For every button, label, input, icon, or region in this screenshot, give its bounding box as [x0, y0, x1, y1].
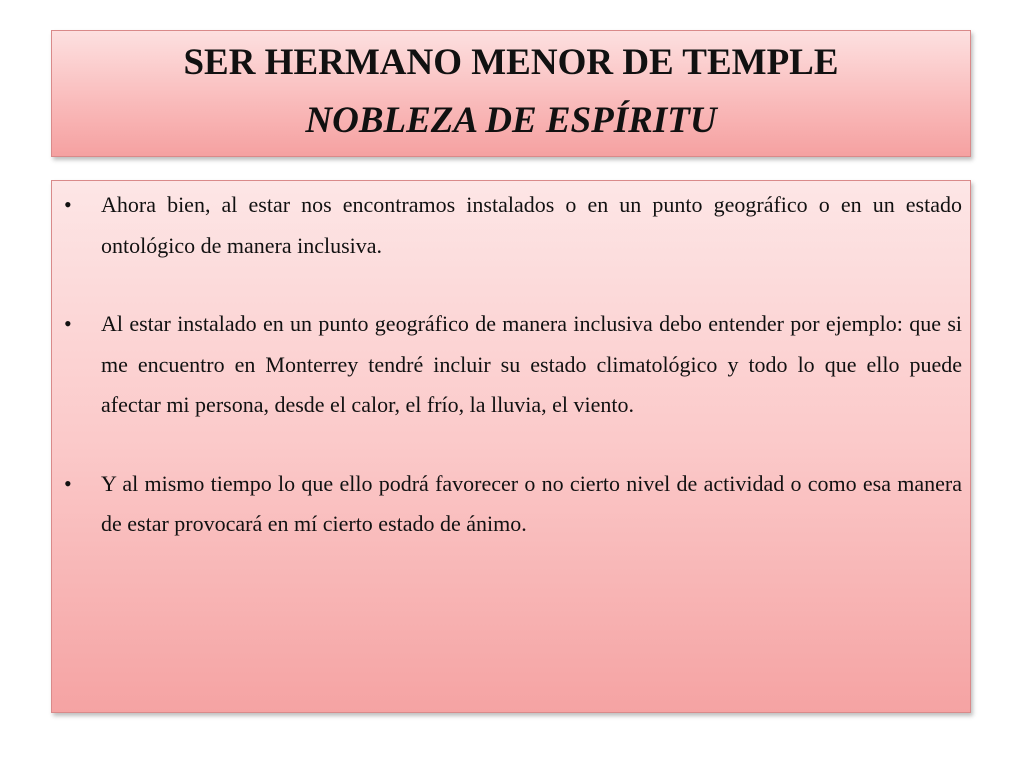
bullet-item: [52, 185, 970, 266]
bullet-dot-icon: •: [64, 311, 72, 336]
bullet-text: Ahora bien, al estar nos encontramos instalados o en un punto geográfico o en un estado ontológico de manera inclusiva.: [101, 192, 962, 258]
slide-title: SER HERMANO MENOR DE TEMPLE: [183, 42, 839, 83]
bullet-item: [52, 464, 970, 545]
bullet-item: [52, 304, 970, 426]
bullet-list: [52, 185, 970, 583]
bullet-dot-icon: •: [64, 192, 72, 217]
content-box: [51, 180, 971, 713]
slide-subtitle: NOBLEZA DE ESPÍRITU: [305, 100, 717, 141]
title-box: [51, 30, 971, 157]
bullet-text: Al estar instalado en un punto geográfico de manera inclusiva debo entender por ejemplo: que si me encuentro en Monterrey tendré incluir su estado climatológico y todo lo que ello puede afectar mi persona, desde el calor, el frío, la lluvia, el viento.: [101, 311, 962, 417]
bullet-dot-icon: •: [64, 470, 72, 496]
bullet-text: Y al mismo tiempo lo que ello podrá favorecer o no cierto nivel de actividad o como esa manera de estar provocará en mí cierto estado de ánimo.: [101, 470, 962, 536]
